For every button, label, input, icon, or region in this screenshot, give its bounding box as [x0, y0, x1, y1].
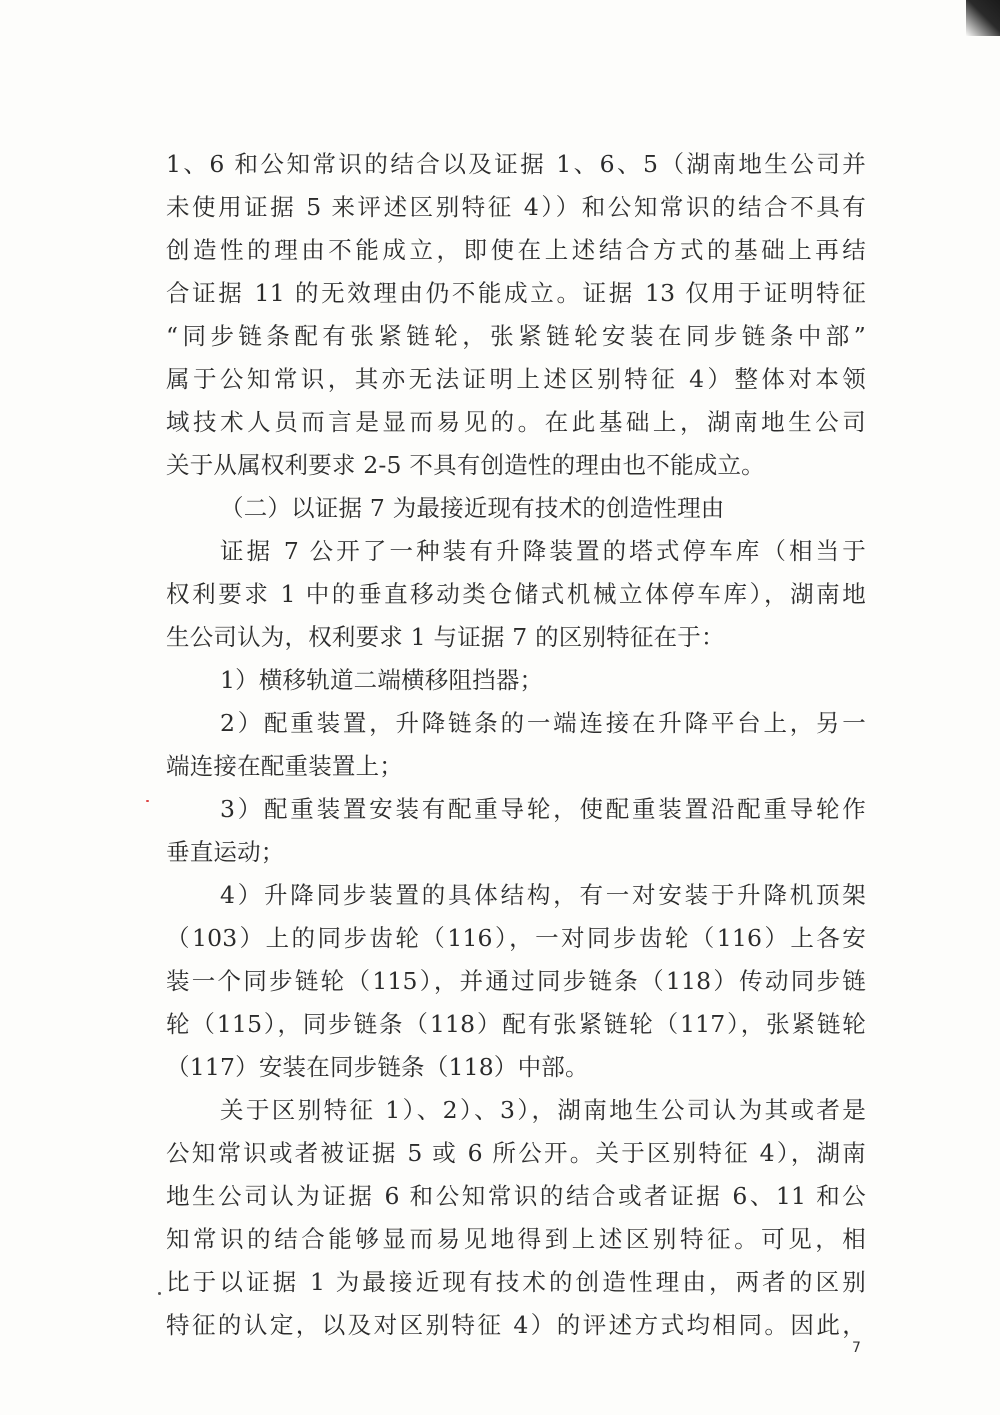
text-line: 装一个同步链轮（115），并通过同步链条（118）传动同步链	[166, 967, 866, 995]
text-line: 特征的认定，以及对区别特征 4）的评述方式均相同。因此，	[166, 1311, 866, 1339]
list-item: 3）配重装置安装有配重导轮，使配重装置沿配重导轮作	[220, 795, 866, 823]
text-line: （103）上的同步齿轮（116），一对同步齿轮（116）上各安	[166, 924, 866, 952]
text-line: 关于从属权利要求 2-5 不具有创造性的理由也不能成立。	[166, 451, 765, 479]
text-line: 属于公知常识，其亦无法证明上述区别特征 4）整体对本领	[166, 365, 866, 393]
text-line: 1、6 和公知常识的结合以及证据 1、6、5（湖南地生公司并	[166, 150, 866, 178]
text-line: 轮（115），同步链条（118）配有张紧链轮（117），张紧链轮	[166, 1010, 866, 1038]
text-line: 生公司认为，权利要求 1 与证据 7 的区别特征在于：	[166, 623, 725, 651]
text-line: 证据 7 公开了一种装有升降装置的塔式停车库（相当于	[220, 537, 866, 565]
list-item: 4）升降同步装置的具体结构，有一对安装于升降机顶架	[220, 881, 866, 909]
scan-speck	[158, 1292, 161, 1295]
list-item: 1）横移轨道二端横移阻挡器；	[220, 666, 544, 694]
text-line: 权利要求 1 中的垂直移动类仓储式机械立体停车库），湖南地	[166, 580, 866, 608]
scan-speck	[146, 800, 149, 802]
text-line: 知常识的结合能够显而易见地得到上述区别特征。可见，相	[166, 1225, 866, 1253]
text-line: 垂直运动；	[166, 838, 285, 866]
page-number: 7	[852, 1340, 861, 1356]
text-line: （117）安装在同步链条（118）中部。	[166, 1053, 589, 1081]
text-line: 比于以证据 1 为最接近现有技术的创造性理由，两者的区别	[166, 1268, 866, 1296]
text-line: “同步链条配有张紧链轮，张紧链轮安装在同步链条中部”	[166, 322, 866, 350]
text-line: 未使用证据 5 来评述区别特征 4））和公知常识的结合不具有	[166, 193, 866, 221]
text-line: 端连接在配重装置上；	[166, 752, 403, 780]
section-heading: （二）以证据 7 为最接近现有技术的创造性理由	[220, 494, 725, 522]
text-line: 创造性的理由不能成立，即使在上述结合方式的基础上再结	[166, 236, 866, 264]
text-line: 关于区别特征 1）、2）、3），湖南地生公司认为其或者是	[220, 1096, 866, 1124]
text-line: 公知常识或者被证据 5 或 6 所公开。关于区别特征 4），湖南	[166, 1139, 866, 1167]
text-line: 地生公司认为证据 6 和公知常识的结合或者证据 6、11 和公	[166, 1182, 866, 1210]
text-line: 域技术人员而言是显而易见的。在此基础上，湖南地生公司	[166, 408, 866, 436]
list-item: 2）配重装置，升降链条的一端连接在升降平台上，另一	[220, 709, 866, 737]
scan-corner-shadow	[966, 0, 1000, 36]
text-line: 合证据 11 的无效理由仍不能成立。证据 13 仅用于证明特征	[166, 279, 866, 307]
